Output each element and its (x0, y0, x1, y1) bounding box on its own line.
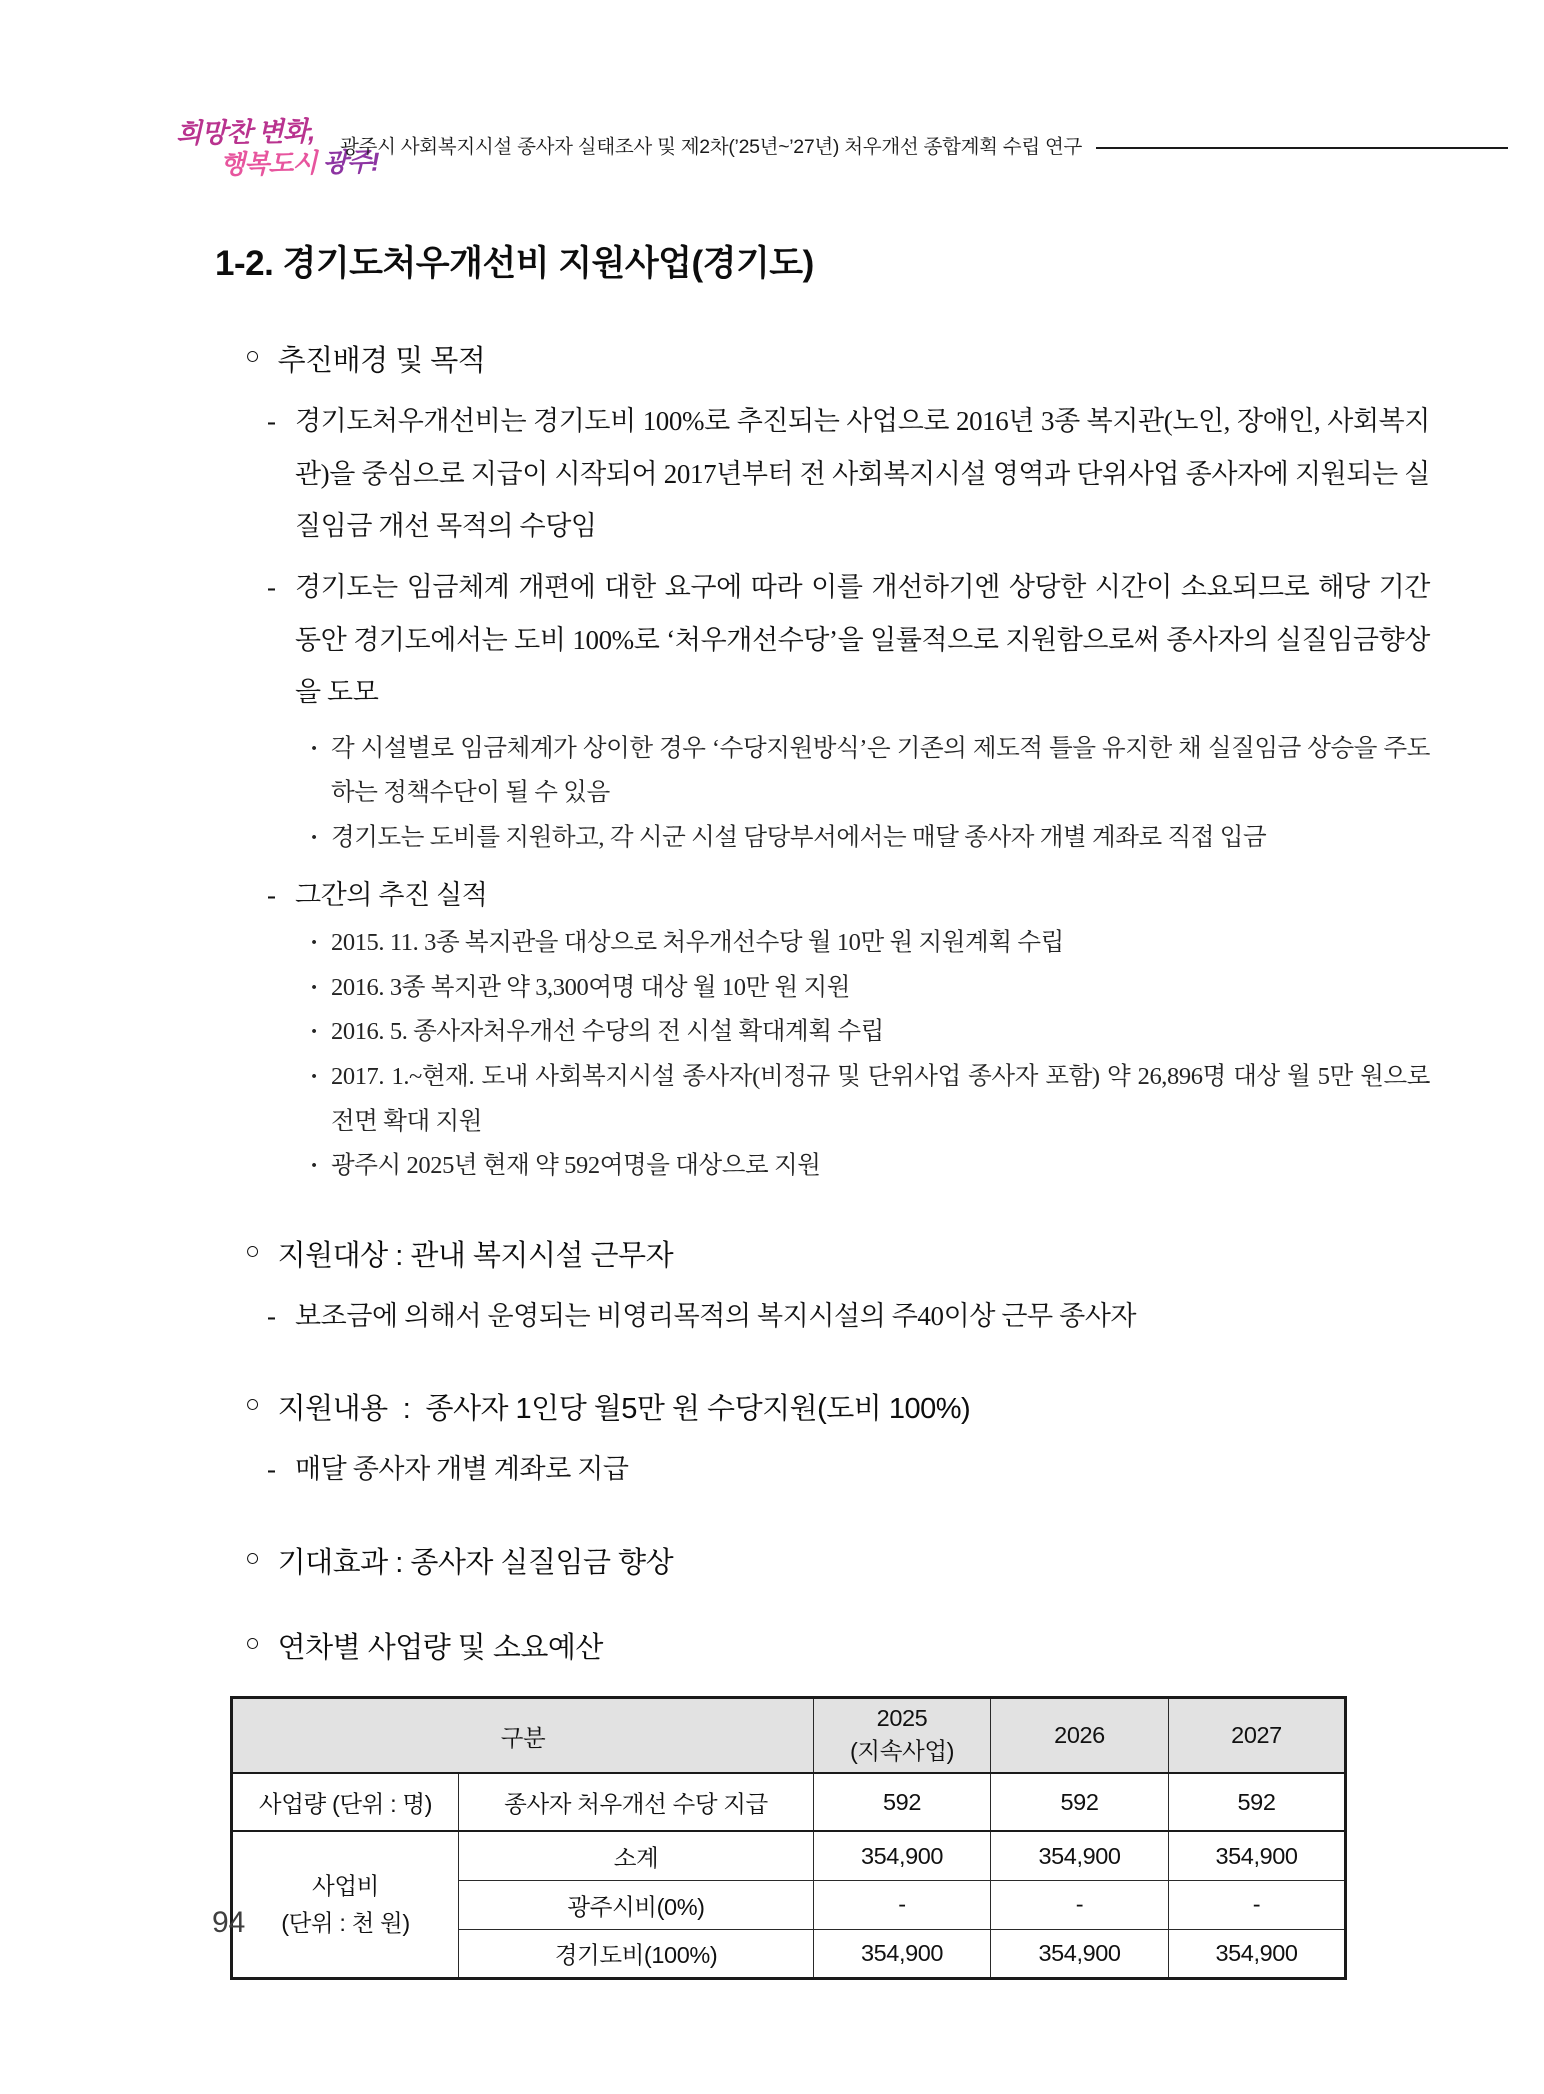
sub-list-text: 2015. 11. 3종 복지관을 대상으로 처우개선수당 월 10만 원 지원계획 수립 (331, 929, 1064, 957)
table-cell-item: 광주시비(0%) (459, 1880, 814, 1929)
logo-slogan-line1: 희망찬 변화, (175, 116, 315, 149)
dash-marker: - (267, 571, 276, 602)
table-row-subtotal (232, 1831, 1346, 1880)
sub-list-item (310, 921, 1430, 966)
table-header-2025-note: (지속사업) (849, 1738, 955, 1765)
sub-list-text: 2016. 5. 종사자처우개선 수당의 전 시설 확대계획 수립 (331, 1018, 884, 1046)
sub-list-item (310, 1010, 1430, 1055)
table-cell-value: - (1169, 1880, 1346, 1929)
sub-list-text: 경기도는 도비를 지원하고, 각 시군 시설 담당부서에서는 매달 종사자 개별 계좌로 직접 입금 (331, 824, 1267, 851)
dash-marker: - (267, 1300, 276, 1331)
heading-text: 추진배경 및 목적 (277, 345, 486, 377)
table-cell-item: 종사자 처우개선 수당 지급 (459, 1773, 814, 1831)
sub-list-text: 광주시 2025년 현재 약 592여명을 대상으로 지원 (331, 1152, 821, 1180)
dash-marker: - (267, 406, 276, 436)
dot-marker: · (310, 1018, 319, 1046)
bullet-circle-marker: ○ (245, 342, 260, 370)
section-title: 1-2. 경기도처우개선비 지원사업(경기도) (215, 244, 814, 283)
paragraph-item (267, 869, 1430, 922)
logo-slogan-line2-part2: 광주! (322, 146, 379, 178)
table-cell-value: 354,900 (814, 1929, 991, 1978)
bullet-circle-marker: ○ (245, 1543, 260, 1572)
table-cell-item: 경기도비(100%) (459, 1929, 814, 1978)
bullet-circle-marker: ○ (245, 1390, 260, 1419)
sub-list-text: 각 시설별로 임금체계가 상이한 경우 ‘수당지원방식’은 기존의 제도적 틀을 유지한 채 실질임금 상승을 주도하는 정책수단이 될 수 있음 (331, 734, 1430, 807)
table-cell-value: 354,900 (991, 1929, 1169, 1978)
paragraph-item (267, 1290, 1430, 1343)
document-title: 광주시 사회복지시설 종사자 실태조사 및 제2차(’25년~’27년) 처우개선 종합계획 수립 연구 (340, 136, 1083, 158)
table-cell-item: 소계 (459, 1831, 814, 1880)
paragraph-text: 보조금에 의해서 운영되는 비영리목적의 복지시설의 주40이상 근무 종사자 (295, 1300, 1137, 1331)
heading-yearly-budget (245, 1625, 1430, 1666)
heading-text: 연차별 사업량 및 소요예산 (277, 1631, 603, 1664)
sub-list-text: 2017. 1.~현재. 도내 사회복지시설 종사자(비정규 및 단위사업 종사자 포함) 약 26,896명 대상 월 5만 원으로 전면 확대 지원 (331, 1062, 1430, 1135)
running-header (340, 131, 1508, 159)
table-cell-value: - (991, 1880, 1169, 1929)
sub-list-item (310, 1144, 1430, 1189)
table-cell-value: 592 (814, 1773, 991, 1831)
heading-purpose (245, 338, 1430, 379)
heading-text: 지원내용 : 종사자 1인당 월5만 원 수당지원(도비 100%) (277, 1393, 971, 1426)
table-cell-value: 354,900 (1169, 1831, 1346, 1880)
dash-marker: - (267, 1454, 276, 1485)
cost-group-line2: (단위 : 천 원) (281, 1909, 410, 1936)
table-cell-value: 354,900 (991, 1831, 1169, 1880)
dash-marker: - (267, 879, 276, 910)
table-row-quantity (232, 1773, 1346, 1831)
sub-list-item (310, 727, 1430, 816)
table-cell-value: - (814, 1880, 991, 1929)
dot-marker: · (310, 734, 319, 762)
heading-expected-effect (245, 1540, 1430, 1581)
table-cell-cost-group (232, 1831, 459, 1978)
paragraph-item (267, 561, 1430, 719)
table-cell-group: 사업량 (단위 : 명) (232, 1773, 459, 1831)
table-cell-value: 592 (1169, 1773, 1346, 1831)
dot-marker: · (310, 1062, 319, 1090)
table-cell-value: 354,900 (1169, 1929, 1346, 1978)
sub-list-item (310, 966, 1430, 1011)
paragraph-text: 경기도는 임금체계 개편에 대한 요구에 따라 이를 개선하기엔 상당한 시간이 소요되므로 해당 기간 동안 경기도에서는 도비 100%로 ‘처우개선수당’을 일률적으로 지원함으로써 종사자의 실질임금향상을 도모 (295, 571, 1430, 708)
heading-text: 기대효과 : 종사자 실질임금 향상 (277, 1546, 674, 1579)
table-header-gubun: 구분 (232, 1697, 814, 1773)
paragraph-item (267, 395, 1430, 553)
sub-list-item (310, 816, 1430, 861)
heading-support-content (245, 1386, 1430, 1427)
table-header-2026: 2026 (991, 1697, 1169, 1773)
header-rule-line (1096, 147, 1508, 149)
yearly-budget-table (230, 1696, 1347, 1980)
table-header-row (232, 1697, 1346, 1773)
dot-marker: · (310, 824, 319, 851)
paragraph-item (267, 1443, 1430, 1496)
paragraph-text: 경기도처우개선비는 경기도비 100%로 추진되는 사업으로 2016년 3종 복지관(노인, 장애인, 사회복지관)을 중심으로 지급이 시작되어 2017년부터 전 사회복지시설 영역과 단위사업 종사자에 지원되는 실질임금 개선 목적의 수당임 (295, 406, 1430, 542)
sub-list-text: 2016. 3종 복지관 약 3,300여명 대상 월 10만 원 지원 (331, 973, 851, 1001)
table-header-2025 (814, 1697, 991, 1773)
table-header-2025-year: 2025 (876, 1705, 928, 1732)
paragraph-text: 매달 종사자 개별 계좌로 지급 (295, 1454, 629, 1485)
logo-slogan-line2-part1: 행복도시 (219, 147, 323, 180)
dot-marker: · (310, 929, 319, 957)
bullet-circle-marker: ○ (245, 1628, 260, 1657)
dot-marker: · (310, 1152, 319, 1180)
page-number: 94 (212, 1906, 246, 1939)
paragraph-text: 그간의 추진 실적 (295, 879, 488, 910)
sub-list-item (310, 1055, 1430, 1144)
heading-support-target (245, 1233, 1430, 1274)
cost-group-line1: 사업비 (312, 1873, 379, 1900)
bullet-circle-marker: ○ (245, 1236, 260, 1265)
dot-marker: · (310, 973, 319, 1001)
table-cell-value: 592 (991, 1773, 1169, 1831)
table-cell-value: 354,900 (814, 1831, 991, 1880)
heading-text: 지원대상 : 관내 복지시설 근무자 (277, 1239, 674, 1272)
table-header-2027: 2027 (1169, 1697, 1346, 1773)
